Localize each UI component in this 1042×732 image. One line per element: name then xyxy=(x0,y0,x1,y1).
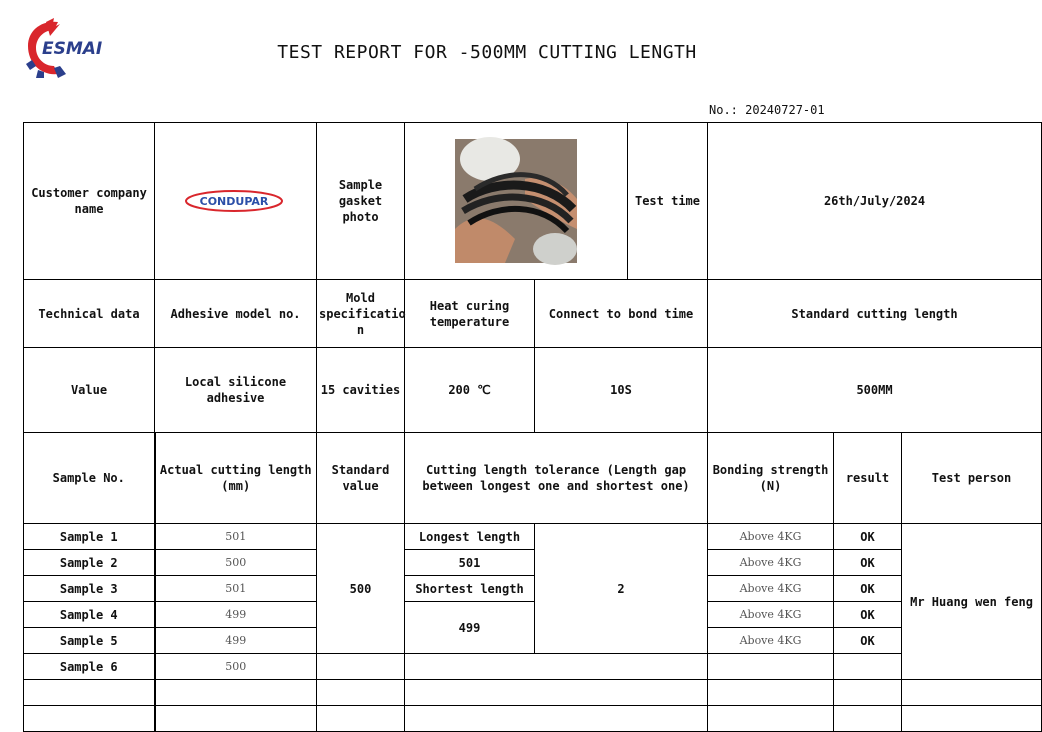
sample-name: Sample 6 xyxy=(24,654,155,680)
empty-cell xyxy=(24,680,155,706)
report-table xyxy=(23,122,1042,732)
condupar-logo xyxy=(184,189,288,213)
customer-logo-cell xyxy=(155,123,317,280)
sample-strength: Above 4KG xyxy=(708,550,834,576)
empty-cell xyxy=(708,706,834,732)
sample-no-header: Sample No. xyxy=(24,433,155,524)
bond-time-label: Connect to bond time xyxy=(535,280,708,348)
logo-text: ESMAI xyxy=(42,39,103,59)
photo-cell xyxy=(405,123,628,280)
empty-cell xyxy=(405,680,708,706)
gasket-photo xyxy=(455,139,577,263)
sample-name: Sample 2 xyxy=(24,550,155,576)
test-time-value: 26th/July/2024 xyxy=(708,123,1042,280)
empty-cell xyxy=(834,680,902,706)
sample-length: 500 xyxy=(155,550,317,576)
sample-name: Sample 5 xyxy=(24,628,155,654)
empty-cell xyxy=(317,680,405,706)
empty-cell xyxy=(317,654,405,680)
sample-result: OK xyxy=(834,550,902,576)
longest-label: Longest length xyxy=(405,524,535,550)
shortest-label: Shortest length xyxy=(405,576,535,602)
empty-cell xyxy=(708,680,834,706)
sample-strength: Above 4KG xyxy=(708,576,834,602)
test-time-label: Test time xyxy=(628,123,708,280)
value-label: Value xyxy=(24,348,155,433)
standard-value: 500 xyxy=(317,524,405,654)
technical-data-label: Technical data xyxy=(24,280,155,348)
heat-value: 200 ℃ xyxy=(405,348,535,433)
shortest-value: 499 xyxy=(405,602,535,654)
sample-length: 499 xyxy=(155,602,317,628)
sample-result: OK xyxy=(834,628,902,654)
sample-result: OK xyxy=(834,576,902,602)
customer-label: Customer company name xyxy=(24,123,155,280)
report-number: No.: 20240727-01 xyxy=(709,103,825,117)
empty-cell xyxy=(902,706,1042,732)
sample-length: 500 xyxy=(155,654,317,680)
empty-cell xyxy=(902,680,1042,706)
report-title: TEST REPORT FOR -500MM CUTTING LENGTH xyxy=(277,42,697,63)
sample-result: OK xyxy=(834,602,902,628)
sample-strength: Above 4KG xyxy=(708,628,834,654)
sample-strength xyxy=(708,654,834,680)
sample-name: Sample 1 xyxy=(24,524,155,550)
result-header: result xyxy=(834,433,902,524)
tolerance-header: Cutting length tolerance (Length gap between longest one and shortest one) xyxy=(405,433,708,524)
photo-label: Sample gasket photo xyxy=(317,123,405,280)
bond-time-value: 10S xyxy=(535,348,708,433)
sample-name: Sample 4 xyxy=(24,602,155,628)
adhesive-value: Local silicone adhesive xyxy=(155,348,317,433)
sample-strength: Above 4KG xyxy=(708,524,834,550)
adhesive-label: Adhesive model no. xyxy=(155,280,317,348)
sample-name: Sample 3 xyxy=(24,576,155,602)
mold-label: Mold specificatio n xyxy=(317,280,405,348)
test-person-header: Test person xyxy=(902,433,1042,524)
empty-cell xyxy=(405,706,708,732)
sample-result xyxy=(834,654,902,680)
bonding-strength-header: Bonding strength (N) xyxy=(708,433,834,524)
actual-length-header: Actual cutting length (mm) xyxy=(155,433,317,524)
empty-cell xyxy=(317,706,405,732)
standard-length-value: 500MM xyxy=(708,348,1042,433)
empty-cell xyxy=(405,654,708,680)
sample-result: OK xyxy=(834,524,902,550)
empty-cell xyxy=(155,680,317,706)
condupar-logo-text: CONDUPAR xyxy=(199,195,268,208)
sample-length: 501 xyxy=(155,576,317,602)
standard-value-header: Standard value xyxy=(317,433,405,524)
empty-cell xyxy=(834,706,902,732)
test-person: Mr Huang wen feng xyxy=(902,524,1042,680)
sample-strength: Above 4KG xyxy=(708,602,834,628)
longest-value: 501 xyxy=(405,550,535,576)
empty-cell xyxy=(155,706,317,732)
standard-length-label: Standard cutting length xyxy=(708,280,1042,348)
heat-label: Heat curing temperature xyxy=(405,280,535,348)
mold-value: 15 cavities xyxy=(317,348,405,433)
sample-length: 499 xyxy=(155,628,317,654)
empty-cell xyxy=(24,706,155,732)
tolerance-gap: 2 xyxy=(535,524,708,654)
sample-length: 501 xyxy=(155,524,317,550)
